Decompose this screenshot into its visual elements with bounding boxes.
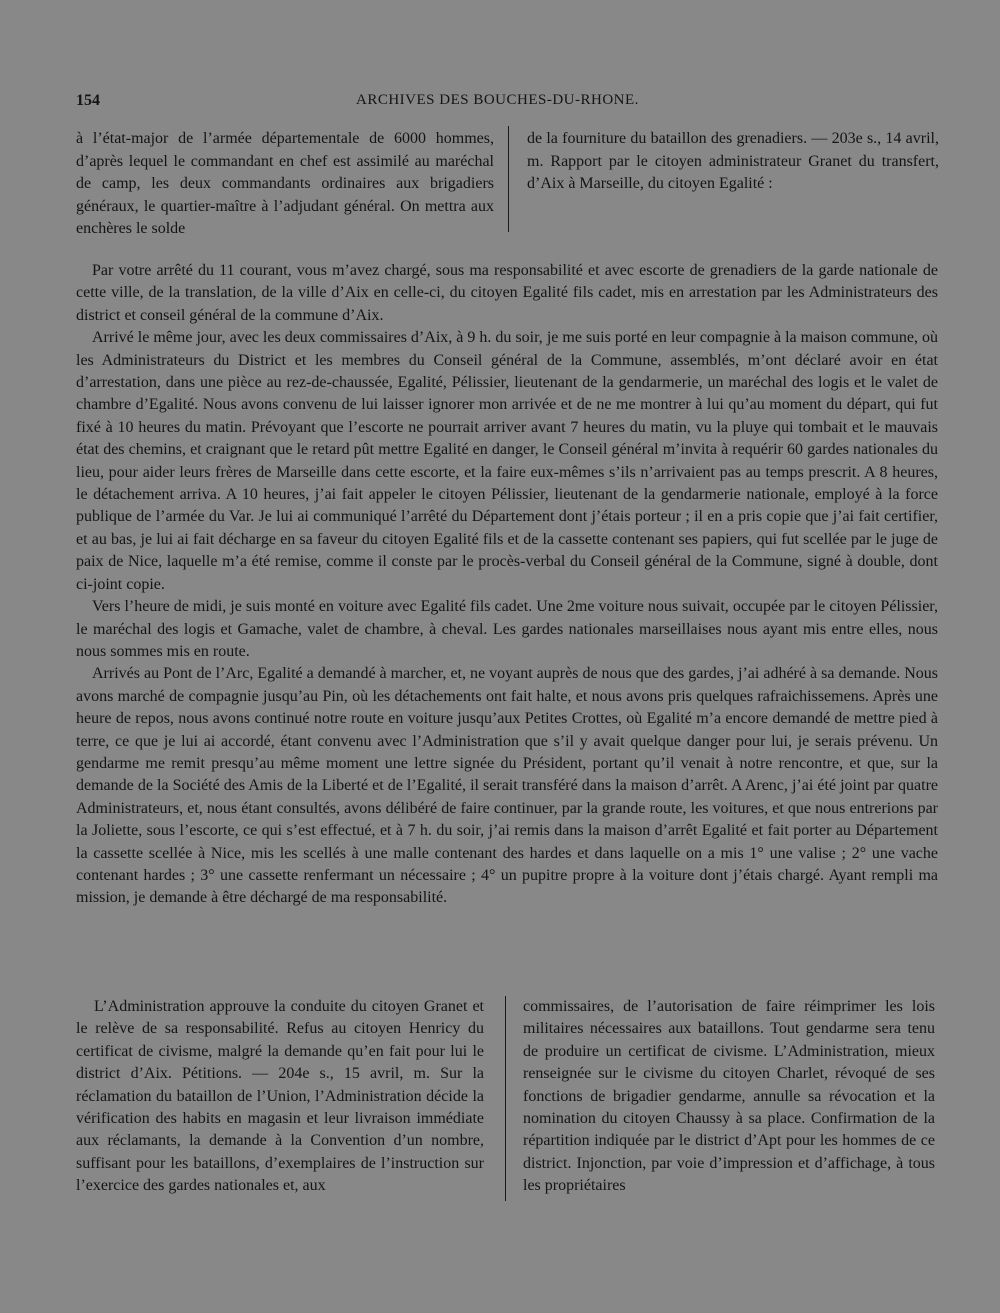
- bottom-left-text: L’Administration approuve la conduite du citoyen Granet et le relève de sa responsabilité. Refus au citoyen Henricy du certificat de civisme, malgré la demande qu’en fait pour lui le district d’Aix. Pétitions. — 204e s., 15 avril, m. Sur la réclamation du bataillon de l’Union, l’Administration décide la vérification des habits en magasin et leur livraison immédiate aux réclamants, la demande à la Convention d’un nombre, suffisant pour les bataillons, d’exemplaires de l’instruction sur l’exercice des gardes nationales et, aux: [76, 998, 484, 1195]
- letter-paragraph-1: Par votre arrêté du 11 courant, vous m’avez chargé, sous ma responsabilité et avec escorte de grenadiers de la garde nationale de cette ville, de la translation, de la ville d’Aix en celle-ci, du citoyen Egalité fils cadet, mis en arrestation par les Administrateurs des district et conseil général de la commune d’Aix.: [76, 262, 938, 324]
- bottom-right-text: commissaires, de l’autorisation de faire réimprimer les lois militaires nécessaires aux bataillons. Tout gendarme sera tenu de produire un certificat de civisme. L’Administration, mieux renseignée sur le civisme du citoyen Charlet, révoqué de ses fonctions de brigadier gendarme, annulle sa révocation et la nomination du citoyen Chaussy à sa place. Confirmation de la répartition indiquée par le district d’Apt pour les hommes de ce district. Injonction, par voie d’impression et d’affichage, à tous les propriétaires: [523, 998, 935, 1195]
- letter-paragraph-3: Vers l’heure de midi, je suis monté en voiture avec Egalité fils cadet. Une 2me voiture nous suivait, occupée par le citoyen Pélissier, le maréchal des logis et Gamache, valet de chambre, à cheval. Les gardes nationales marseillaises nous ayant mis entre elles, nous nous sommes mis en route.: [76, 598, 938, 660]
- column-divider-top: [508, 126, 509, 232]
- top-right-text: de la fourniture du bataillon des grenadiers. — 203e s., 14 avril, m. Rapport par le citoyen administrateur Granet du transfert, d’Aix à Marseille, du citoyen Egalité :: [527, 130, 939, 193]
- column-divider-bottom: [505, 996, 506, 1201]
- top-left-text: à l’état-major de l’armée départementale de 6000 hommes, d’après lequel le commandant en chef est assimilé au maréchal de camp, les deux commandants ordinaires aux brigadiers généraux, le quartier-maître à l’adjudant général. On mettra aux enchères le solde: [76, 130, 494, 238]
- page-number: 154: [76, 92, 100, 109]
- bottom-left-column: [76, 996, 484, 1198]
- letter-paragraph-2: Arrivé le même jour, avec les deux commissaires d’Aix, à 9 h. du soir, je me suis porté en leur compagnie à la maison commune, où les Administrateurs du District et les membres du Conseil général de la Commune, assemblés, m’ont déclaré avoir en état d’arrestation, dans une pièce au rez-de-chaussée, Egalité, Pélissier, lieutenant de la gendarmerie, un maréchal des logis et le valet de chambre d’Egalité. Nous avons convenu de lui laisser ignorer mon arrivée et de ne me montrer à lui qu’au moment du départ, qui fut fixé à 10 heures du matin. Prévoyant que l’escorte ne pourrait arriver avant 7 heures du matin, vu la pluye qui tombait et le mauvais état des chemins, et craignant que le retard pût mettre Egalité en danger, le Conseil général m’invita à requérir 60 gardes nationales du lieu, pour aider leurs frères de Marseille dans cette escorte, et la faire eux-mêmes s’ils n’arrivaient pas au temps prescrit. A 8 heures, le détachement arriva. A 10 heures, j’ai fait appeler le citoyen Pélissier, lieutenant de la gendarmerie nationale, employé à la force publique de l’armée du Var. Je lui ai communiqué l’arrêté du Département dont j’étais porteur ; il en a pris copie que j’ai fait certifier, et au bas, je lui ai fait décharge en sa faveur du citoyen Egalité fils et de la cassette contenant ses papiers, qui fut scellée par le juge de paix de Nice, laquelle m’a été remise, comme il conste par le procès-verbal du Conseil général de la Commune, signé à double, dont ci-joint copie.: [76, 329, 938, 593]
- letter-paragraph-4: Arrivés au Pont de l’Arc, Egalité a demandé à marcher, et, ne voyant auprès de nous que des gardes, j’ai adhéré à sa demande. Nous avons marché de compagnie jusqu’au Pin, où les détachements ont fait halte, et nous avons pris quelques rafraichissemens. Après une heure de repos, nous avons continué notre route en voiture jusqu’aux Petites Crottes, où Egalité m’a encore demandé de mettre pied à terre, ce que je lui ai accordé, étant convenu avec l’Administration que s’il y avait quelque danger pour lui, je serais prévenu. Un gendarme me remit presqu’au même moment une lettre signée du Président, portant qu’il venait à notre rencontre, et que, sur la demande de la Société des Amis de la Liberté et de l’Egalité, il serait transféré dans la maison d’arrêt. A Arenc, j’ai été joint par quatre Administrateurs, et, nous étant consultés, avons délibéré de faire continuer, par la grande route, les voitures, et que nous entrerions par la Joliette, sous l’escorte, ce qui s’est effectué, et à 7 h. du soir, j’ai remis dans la maison d’arrêt Egalité et fait porter au Département la cassette scellée à Nice, mis les scellés à une malle contenant des hardes et dans laquelle on a mis 1° une valise ; 2° une vache contenant hardes ; 3° une cassette renfermant un nécessaire ; 4° un pupitre propre à la voiture dont j’étais chargé. Ayant rempli ma mission, je demande à être déchargé de ma responsabilité.: [76, 665, 938, 907]
- top-right-column: [527, 128, 939, 196]
- granet-report-letter: [76, 260, 938, 910]
- page-header: [76, 92, 936, 112]
- running-title: ARCHIVES DES BOUCHES-DU-RHONE.: [356, 92, 639, 108]
- bottom-right-column: [523, 996, 935, 1198]
- top-left-column: [76, 128, 494, 241]
